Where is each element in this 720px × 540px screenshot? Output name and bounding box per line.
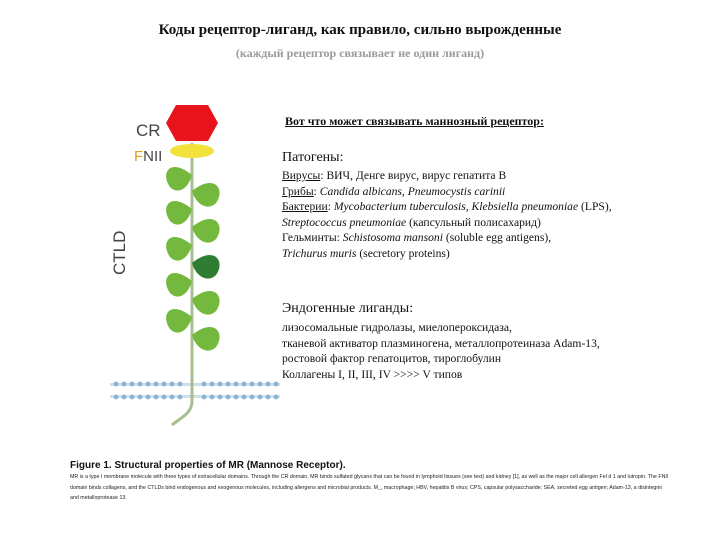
- ctld-leaf: [192, 291, 220, 315]
- ctld-leaf: [192, 327, 220, 351]
- streptococcus-tail: (капсульный полисахарид): [406, 215, 541, 229]
- list-item: [282, 215, 612, 231]
- bacteria-tail: (LPS),: [578, 200, 612, 213]
- cr-label: CR: [136, 121, 161, 140]
- fungi-label: Грибы: [282, 184, 314, 198]
- page-subtitle: (каждый рецептор связывает не один лиганд): [235, 46, 485, 60]
- helminths-tail: (soluble egg antigens),: [442, 231, 552, 244]
- fnii-label-first: F: [134, 148, 144, 165]
- fnii-label-rest: NII: [143, 148, 163, 165]
- list-item: лизосомальные гидролазы, миелопероксидаза,: [282, 321, 512, 334]
- mr-binds-heading: Вот что может связывать маннозный рецептор:: [285, 114, 544, 128]
- list-item: [282, 199, 612, 215]
- cell-membrane: [110, 382, 280, 400]
- ctld-leaf: [166, 167, 192, 191]
- ctld-leaf: [192, 183, 220, 207]
- helminths-name: Schistosoma mansoni: [342, 231, 443, 244]
- bacteria-names: Mycobacterium tuberculosis, Klebsiella pneumoniae: [333, 200, 579, 213]
- cr-domain: [166, 105, 218, 141]
- viruses-text: : ВИЧ, Денге вирус, вирус гепатита В: [320, 169, 507, 182]
- fnii-domain: [170, 144, 214, 158]
- bacteria-label: Бактерии: [282, 200, 328, 213]
- ctld-leaf: [166, 309, 192, 333]
- list-item: [282, 184, 612, 200]
- figure-label: Figure 1.: [70, 460, 112, 471]
- ctld-label: CTLD: [110, 230, 129, 275]
- pathogens-heading: Патогены:: [282, 150, 344, 165]
- list-item: ростовой фактор гепатоцитов, тироглобулин: [282, 352, 502, 365]
- figure-legend: MR is a type I membrane molecule with three types of extracellular domains. Through the CR domain, MR binds sulfated glycans that can be found in lymphoid tissues (see text) and kidney [1], as well as the major cell allergen Fel d 1 and lutropin. The FNII domain binds collagens, and the CTLDs bind endogenous and exogenous molecules, including allergens and microbial products. M_, macrophage; HBV, hepatitis B virus; CPS, capsular polysaccharide; SEA, secreted egg antigen; Adam-13, a disintegrin and metalloprotease 13.: [70, 474, 669, 501]
- page-title: Коды рецептор-лиганд, как правило, сильно вырожденные: [158, 22, 562, 38]
- cytoplasmic-tail: [172, 381, 192, 425]
- figure-title: Structural properties of MR (Mannose Receptor).: [111, 460, 346, 471]
- helminths-label: Гельминты:: [282, 231, 343, 244]
- fnii-label: [134, 148, 162, 165]
- ctld-leaf: [192, 255, 220, 279]
- ctld-leaf: [166, 201, 192, 225]
- list-item: Коллагены I, II, III, IV >>>> V типов: [282, 367, 463, 381]
- endogenous-list: [282, 320, 600, 382]
- ctld-leaf: [166, 273, 192, 297]
- pathogens-list: [282, 168, 612, 261]
- list-item: [282, 246, 612, 262]
- ctld-leaf: [166, 237, 192, 261]
- trichurus-name: Trichurus muris: [282, 246, 357, 260]
- trichurus-tail: (secretory proteins): [356, 246, 450, 260]
- viruses-label: Вирусы: [282, 169, 321, 182]
- figure-caption: [70, 460, 346, 471]
- receptor-diagram: [110, 95, 280, 430]
- bacteria-sep: :: [327, 200, 334, 213]
- list-item: [282, 168, 612, 184]
- fungi-sep: :: [313, 184, 320, 198]
- fungi-text: Candida albicans, Pneumocystis carinii: [319, 184, 506, 198]
- endogenous-heading: Эндогенные лиганды:: [282, 301, 414, 316]
- streptococcus-name: Streptococcus pneumoniae: [282, 215, 407, 229]
- list-item: [282, 230, 612, 246]
- ctld-leaf: [192, 219, 220, 243]
- list-item: тканевой активатор плазминогена, металлопротеиназа Adam-13,: [282, 336, 600, 350]
